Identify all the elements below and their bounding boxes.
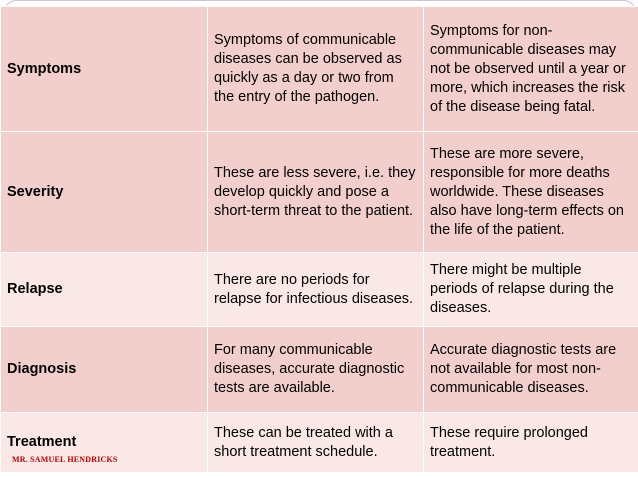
communicable-cell: Symptoms of communicable diseases can be observed as quickly as a day or two from the entry of the pathogen. [208,7,424,132]
communicable-cell: These are less severe, i.e. they develop quickly and pose a short-term threat to the patient. [208,132,424,253]
comparison-table [0,6,638,473]
author-footer: MR. SAMUEL HENDRICKS [12,455,118,464]
non-communicable-cell: These require prolonged treatment. [424,413,638,473]
row-label: Relapse [1,253,208,327]
row-label: Diagnosis [1,327,208,413]
table-row-diagnosis [1,327,638,413]
table-row-relapse [1,253,638,327]
communicable-cell: There are no periods for relapse for infectious diseases. [208,253,424,327]
non-communicable-cell: These are more severe, responsible for more deaths worldwide. These diseases also have long-term effects on the life of the patient. [424,132,638,253]
non-communicable-cell: There might be multiple periods of relapse during the diseases. [424,253,638,327]
non-communicable-cell: Symptoms for non-communicable diseases may not be observed until a year or more, which increases the risk of the disease being fatal. [424,7,638,132]
row-label: Symptoms [1,7,208,132]
table-row-symptoms [1,7,638,132]
non-communicable-cell: Accurate diagnostic tests are not available for most non-communicable diseases. [424,327,638,413]
row-label: Severity [1,132,208,253]
row-label: Treatment [1,413,208,473]
communicable-cell: For many communicable diseases, accurate diagnostic tests are available. [208,327,424,413]
communicable-cell: These can be treated with a short treatment schedule. [208,413,424,473]
table-row-severity [1,132,638,253]
